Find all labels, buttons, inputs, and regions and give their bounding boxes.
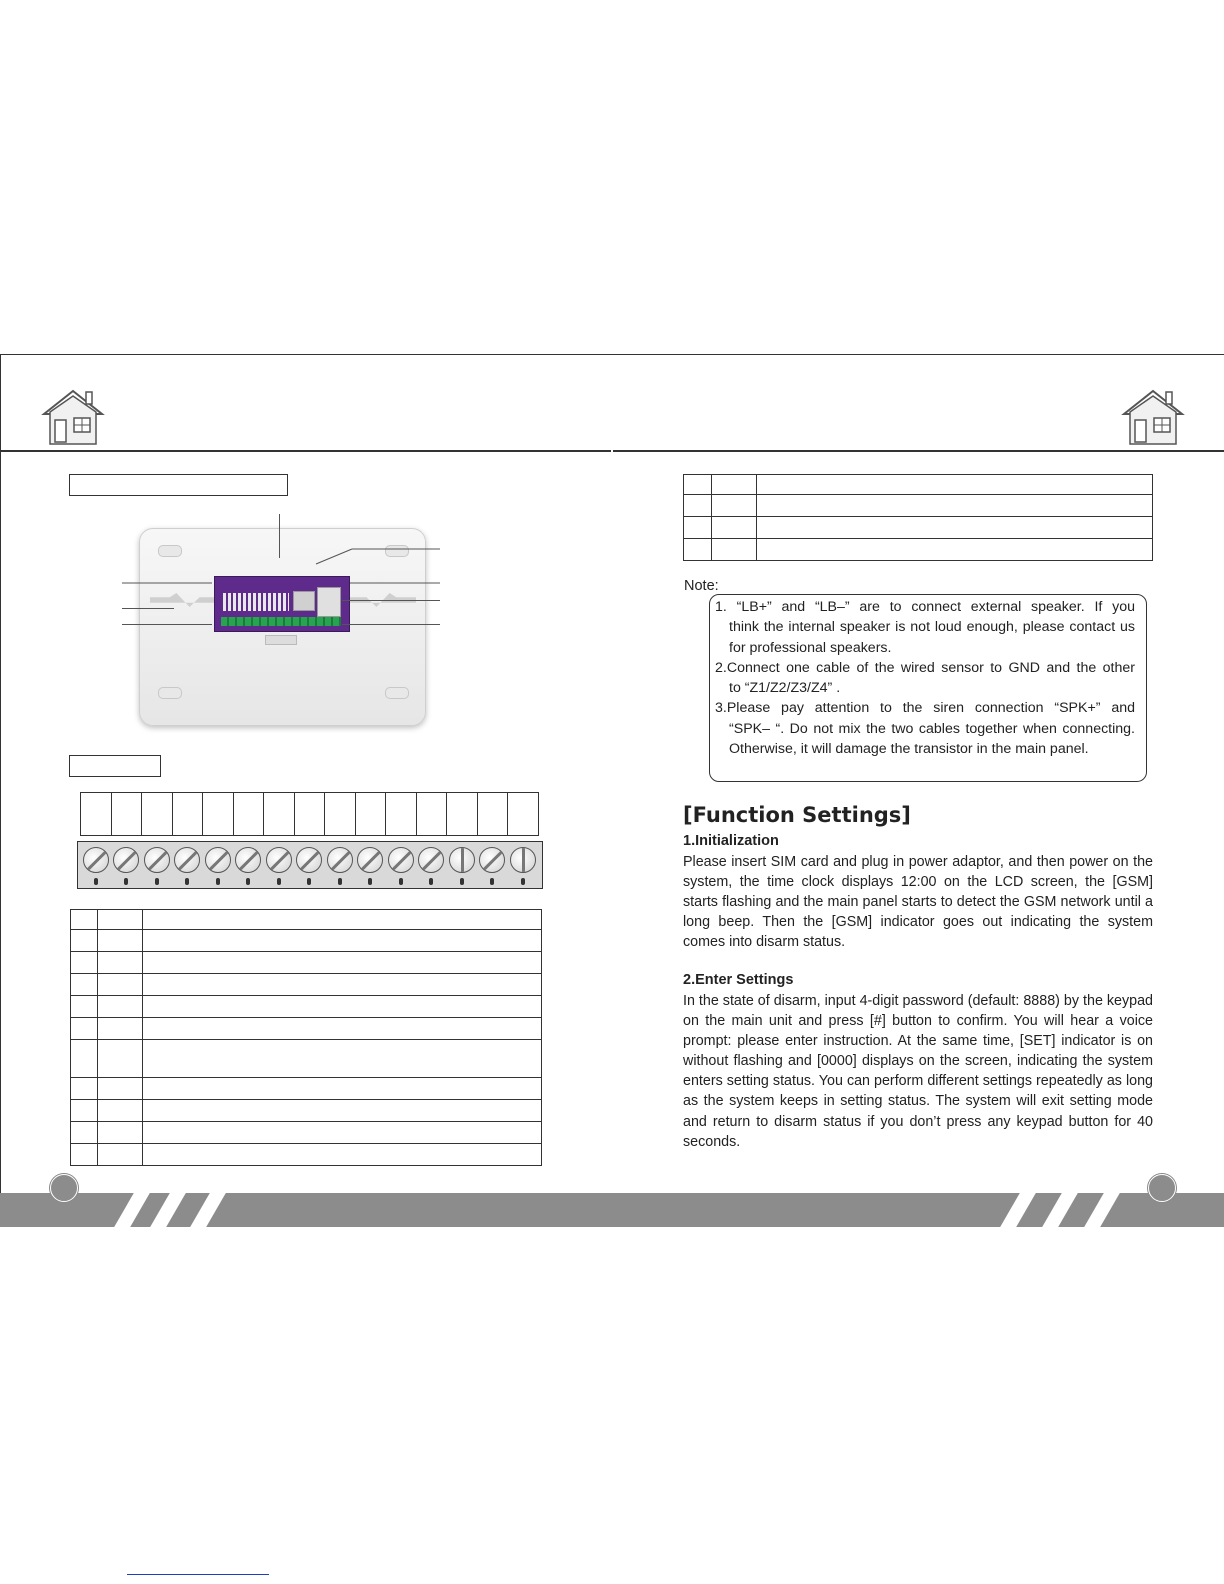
note-item-3-first: 3.Please pay attention to the siren connection “SPK+” and [715,700,1135,717]
terminal-strip [77,841,543,889]
table-row [71,1018,542,1040]
table-row [684,495,1153,517]
terminal-description-table [70,909,542,1166]
callout-line [342,600,440,601]
terminal-label-cell [81,793,112,836]
screw-terminal [479,847,505,873]
callout-line [122,624,212,625]
table-row [684,517,1153,539]
terminal-label-cell [355,793,386,836]
terminal-pin [155,878,159,885]
note-item-1-first: 1. “LB+” and “LB–” are to connect external speaker. If you [715,599,1135,615]
screw-terminal [449,847,475,873]
table-row [71,974,542,996]
screw-terminal [327,847,353,873]
terminal-pin [429,878,433,885]
note-title: Note: [684,578,719,594]
terminal-label-cell [386,793,417,836]
screw-terminal [83,847,109,873]
header-rule-right [613,450,1224,452]
table-row [71,1144,542,1166]
device-foot [385,687,409,699]
cable-slot [265,635,297,645]
terminal-pin [246,878,250,885]
terminal-pin [94,878,98,885]
page-number-circle-left [50,1174,78,1202]
note-list [715,597,1135,759]
terminal-pin [338,878,342,885]
section-label-box-2 [69,755,161,777]
screw-terminal [357,847,383,873]
terminal-label-cell [447,793,478,836]
terminal-pin [368,878,372,885]
terminal-label-cell [264,793,295,836]
init-heading: 1.Initialization [683,833,779,849]
terminal-pin [124,878,128,885]
enter-settings-paragraph [683,991,1153,1152]
link-underline [127,1574,269,1575]
enter-settings-text: In the state of disarm, input 4-digit password (default: 8888) by the keypad on the main unit and press [#] button to confirm. You will hear a voice prompt: please enter instruction. At the same time, [SET] indicator is on without flashing and [0000] displays on the screen, indicating the system enters setting status. You can perform different settings repeatedly as long as the system keeps in setting status. The system will exit setting mode and return to disarm status if you don’t press any keypad button for 40 seconds. [683,993,1153,1150]
table-row [71,1122,542,1144]
terminal-pin [490,878,494,885]
table-row [71,1078,542,1100]
terminal-label-cell [325,793,356,836]
note-item-2-first: 2.Connect one cable of the wired sensor to GND and the other [715,659,1135,676]
terminal-label-cell [142,793,173,836]
terminal-pin [216,878,220,885]
table-row [684,539,1153,561]
house-icon [1120,388,1186,446]
terminal-label-cell [172,793,203,836]
screw-terminal [174,847,200,873]
callout-line [342,624,440,625]
screw-terminal [418,847,444,873]
terminal-label-cell [233,793,264,836]
terminal-pin [185,878,189,885]
terminal-label-cell [294,793,325,836]
terminal-pin [307,878,311,885]
screw-terminal [113,847,139,873]
section-label-box-1 [69,474,288,496]
terminal-block [221,617,341,626]
init-paragraph [683,852,1153,952]
note-item-2-rest: to “Z1/Z2/Z3/Z4” . [729,680,841,697]
screw-terminal [510,847,536,873]
note-item-3-rest: “SPK– “. Do not mix the two cables together when connecting. Otherwise, it will damage the transistor in the main panel. [729,720,1135,758]
terminal-label-cell [416,793,447,836]
table-row [71,952,542,974]
init-text: Please insert SIM card and plug in power adaptor, and then power on the system, the time clock displays 12:00 on the LCD screen, the [GSM] starts flashing and the main panel starts to detect the GSM network until a long beep. Then the [GSM] indicator goes out indicating the system comes into disarm status. [683,854,1153,951]
page-number-circle-right [1148,1174,1176,1202]
device-foot [158,687,182,699]
screw-terminal [266,847,292,873]
header-rule-left [0,450,611,452]
screw-terminal [144,847,170,873]
note-item-1-rest: think the internal speaker is not loud enough, please contact us for professional speakers. [729,619,1135,656]
terminal-label-cell [508,793,539,836]
house-icon [40,388,106,446]
terminal-description-table-continued [683,474,1153,561]
screw-terminal [296,847,322,873]
table-row [684,475,1153,495]
screw-terminal [205,847,231,873]
table-row [71,910,542,930]
enter-settings-heading: 2.Enter Settings [683,972,794,988]
table-row [71,930,542,952]
screw-terminal [235,847,261,873]
terminal-pin [521,878,525,885]
screw-terminal [388,847,414,873]
table-row [71,1040,542,1078]
footer-band [0,1193,1224,1227]
callout-line [122,608,174,609]
table-row [71,1100,542,1122]
section-title: [Function Settings] [683,803,911,827]
terminal-label-cell [111,793,142,836]
terminal-label-cell [477,793,508,836]
terminal-label-cell [203,793,234,836]
terminal-pin [399,878,403,885]
terminal-pin [277,878,281,885]
terminal-pin [460,878,464,885]
callout-lines [122,540,442,600]
terminal-label-grid [80,792,539,836]
table-row [71,996,542,1018]
